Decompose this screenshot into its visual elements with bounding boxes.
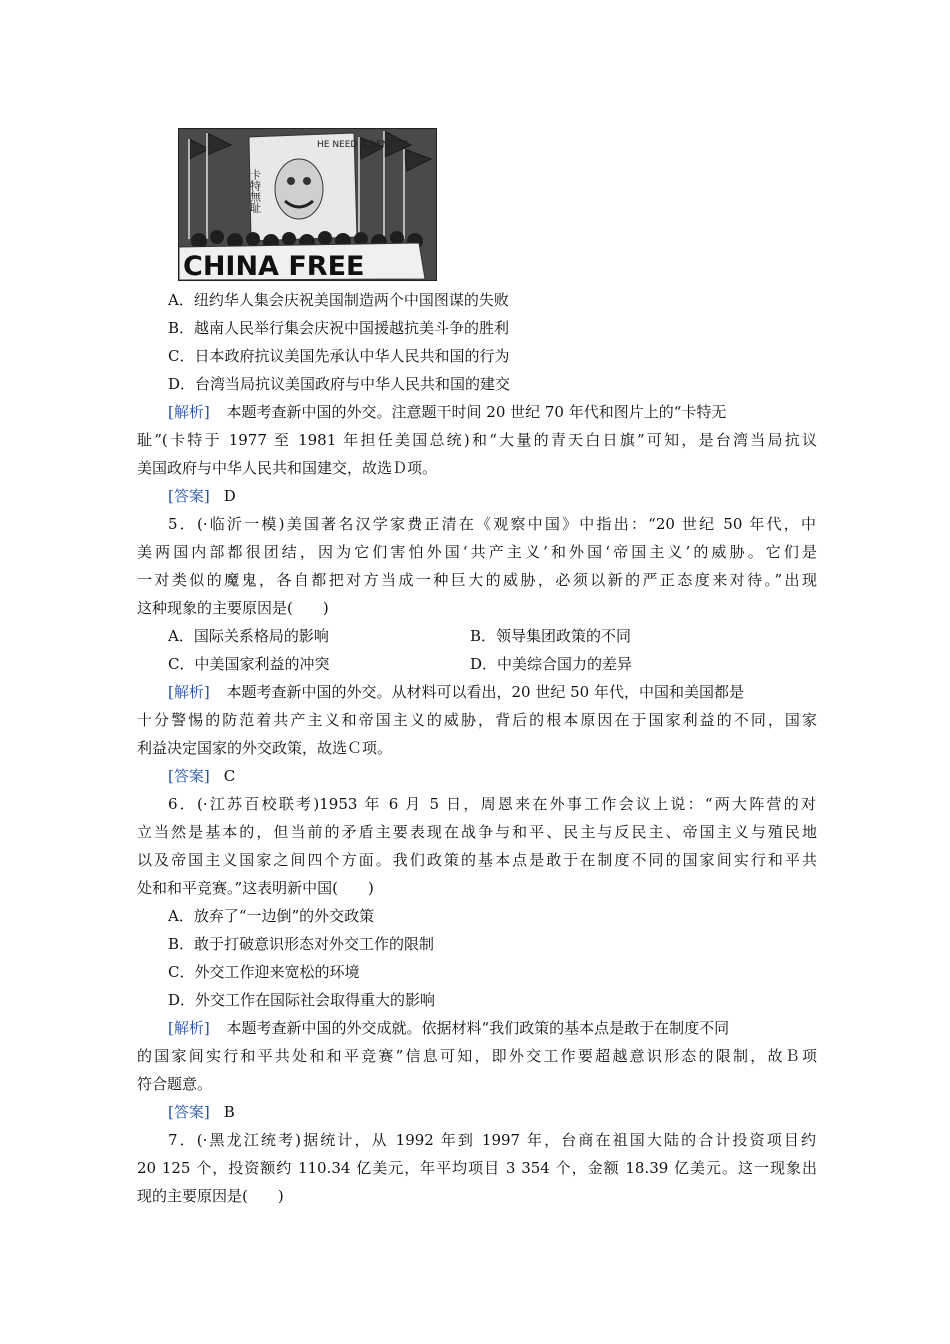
analysis-tag: [解析] — [168, 403, 210, 421]
q6-stem-line-4: 处和和平竞赛。”这表明新中国( ) — [137, 879, 374, 897]
q5-option-d: D．中美综合国力的差异 — [470, 655, 633, 673]
analysis-tag: [解析] — [168, 1019, 210, 1037]
q5-analysis-line-2: 十分警惕的防范着共产主义和帝国主义的威胁，背后的根本原因在于国家利益的不同，国家 — [137, 711, 817, 729]
q5-option-a: A．国际关系格局的影响 — [168, 627, 329, 645]
q5-option-c: C．中美国家利益的冲突 — [168, 655, 330, 673]
q5-stem-line-2: 美两国内部都很团结，因为它们害怕外国‘共产主义’和外国‘帝国主义’的威胁。它们是 — [137, 543, 817, 561]
protest-photo-image — [179, 129, 436, 280]
q5-analysis-line-3: 利益决定国家的外交政策，故选Ｃ项。 — [137, 739, 393, 757]
q6-option-a: A．放弃了“一边倒”的外交政策 — [168, 907, 375, 925]
q5-stem-line-4: 这种现象的主要原因是( ) — [137, 599, 329, 617]
q5-option-b: B．领导集团政策的不同 — [470, 627, 632, 645]
analysis-text: 本题考查新中国的外交成就。依据材料“我们政策的基本点是敢于在制度不同 — [226, 1019, 730, 1037]
analysis-text: 本题考查新中国的外交。注意题干时间 20 世纪 70 年代和图片上的“卡特无 — [226, 403, 727, 421]
q6-analysis-line-3: 符合题意。 — [137, 1075, 213, 1093]
q6-analysis-line-2: 的国家间实行和平共处和和平竞赛”信息可知，即外交工作要超越意识形态的限制，故Ｂ项 — [137, 1047, 817, 1065]
answer-value: C — [223, 767, 236, 785]
answer-value: B — [223, 1103, 235, 1121]
q5-stem-line-1: 5．(·临沂一模)美国著名汉学家费正清在《观察中国》中指出：“20 世纪 50 年代，中 — [168, 515, 816, 533]
q4-option-c: C．日本政府抗议美国先承认中华人民共和国的行为 — [168, 347, 510, 365]
q6-stem-line-1: 6．(·江苏百校联考)1953 年 6 月 5 日，周恩来在外事工作会议上说：“两大阵营的对 — [168, 795, 816, 813]
q6-analysis-line-1 — [168, 1018, 816, 1038]
q4-answer — [168, 486, 848, 506]
q6-option-c: C．外交工作迎来宽松的环境 — [168, 963, 360, 981]
q4-analysis-line-3: 美国政府与中华人民共和国建交，故选Ｄ项。 — [137, 459, 438, 477]
q5-answer — [168, 766, 848, 786]
q6-answer — [168, 1102, 848, 1122]
q4-analysis-line-2: 耻”(卡特于 1977 至 1981 年担任美国总统)和“大量的青天白日旗”可知，是台湾当局抗议 — [137, 431, 817, 449]
answer-tag: [答案] — [168, 487, 210, 505]
q6-option-b: B．敢于打破意识形态对外交工作的限制 — [168, 935, 435, 953]
q4-analysis-line-1 — [168, 402, 816, 422]
q6-stem-line-3: 以及帝国主义国家之间四个方面。我们政策的基本点是敢于在制度不同的国家间实行和平共 — [137, 851, 817, 869]
analysis-text: 本题考查新中国的外交。从材料可以看出，20 世纪 50 年代，中国和美国都是 — [226, 683, 744, 701]
q5-analysis-line-1 — [168, 682, 816, 702]
answer-tag: [答案] — [168, 767, 210, 785]
q5-stem-line-3: 一对类似的魔鬼，各自都把对方当成一种巨大的威胁，必须以新的严正态度来对待。”出现 — [137, 571, 817, 589]
analysis-tag: [解析] — [168, 683, 210, 701]
protest-photo — [178, 128, 437, 281]
q7-stem-line-2: 20 125 个，投资额约 110.34 亿美元，年平均项目 3 354 个，金额 18.39 亿美元。这一现象出 — [137, 1159, 817, 1177]
q5-option-row-2 — [168, 654, 848, 674]
q5-option-row-1 — [168, 626, 848, 646]
answer-value: D — [223, 487, 236, 505]
banner-text: CHINA FREE — [183, 251, 365, 280]
q7-stem-line-1: 7．(·黑龙江统考)据统计，从 1992 年到 1997 年，台商在祖国大陆的合计投资项目约 — [168, 1131, 816, 1149]
q4-option-b: B．越南人民举行集会庆祝中国援越抗美斗争的胜利 — [168, 319, 510, 337]
q6-option-d: D．外交工作在国际社会取得重大的影响 — [168, 991, 436, 1009]
placard-text: 卡特無耻 — [248, 169, 262, 213]
q4-option-a: A．纽约华人集会庆祝美国制造两个中国图谋的失败 — [168, 291, 509, 309]
q7-stem-line-3: 现的主要原因是( ) — [137, 1187, 284, 1205]
answer-tag: [答案] — [168, 1103, 210, 1121]
q4-option-d: D．台湾当局抗议美国政府与中华人民共和国的建交 — [168, 375, 511, 393]
q6-stem-line-2: 立当然是基本的，但当前的矛盾主要表现在战争与和平、民主与反民主、帝国主义与殖民地 — [137, 823, 817, 841]
sign-text: HE NEED A DENTIST — [317, 140, 408, 150]
